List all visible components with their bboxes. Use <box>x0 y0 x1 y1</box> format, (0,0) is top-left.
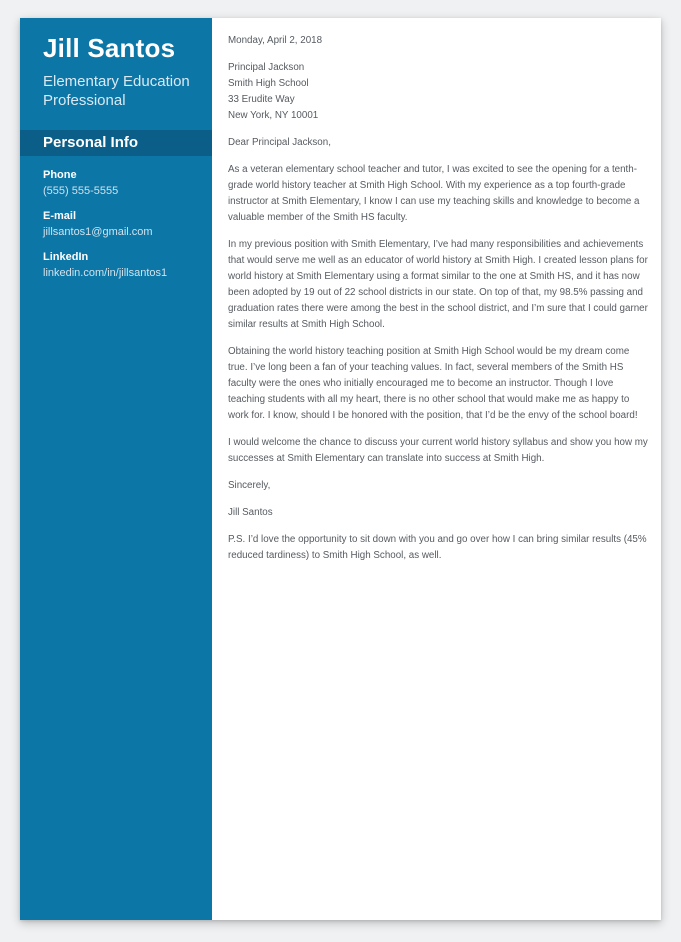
signature: Jill Santos <box>228 507 273 518</box>
contact-phone-value: (555) 555-5555 <box>43 185 119 197</box>
letter-paragraph-2: In my previous position with Smith Elementary, I’ve had many responsibilities and achievements that would serve me well as an educator of world history at Smith High. I created lesson plans for world history at Smith Elementary using a format similar to the one at Smith HS, and it has now been adopted by 19 out of 22 school districts in our state. On top of that, my 98.5% passing and graduation rates there were among the best in the school district, and I’m sure that I could garner similar results at Smith High School. <box>228 239 648 330</box>
postscript: P.S. I’d love the opportunity to sit down with you and go over how I can bring similar results (45% reduced tardiness) to Smith High School, as well. <box>228 534 647 561</box>
letter-date: Monday, April 2, 2018 <box>228 35 323 46</box>
letter-paragraph-3: Obtaining the world history teaching position at Smith High School would be my dream come true. I’ve long been a fan of your teaching values. In fact, several members of the Smith HS faculty were the ones who initially encouraged me to become an instructor. Though I love teaching students with all my heart, there is no other school that would make me as happy to work for. I know, should I be honored with the position, that I’d be the envy of the school board! <box>228 346 638 421</box>
contact-phone-label: Phone <box>43 169 77 181</box>
contact-linkedin-value: linkedin.com/in/jillsantos1 <box>43 267 168 279</box>
contact-linkedin <box>43 251 192 279</box>
recipient-name-line: Principal Jackson <box>228 62 305 73</box>
sidebar <box>20 18 212 920</box>
contact-phone <box>43 169 192 197</box>
applicant-name: Jill Santos <box>43 33 176 63</box>
recipient-address <box>228 60 648 124</box>
contact-email <box>43 210 192 238</box>
closing: Sincerely, <box>228 480 271 491</box>
personal-info-heading: Personal Info <box>20 130 212 156</box>
cover-letter-page <box>20 18 661 920</box>
recipient-street-line: 33 Erudite Way <box>228 94 295 105</box>
contact-email-label: E-mail <box>43 210 77 222</box>
letter-paragraph-1: As a veteran elementary school teacher and tutor, I was excited to see the opening for a tenth-grade world history teacher at Smith High School. With my experience as a top fourth-grade instructor at Smith Elementary, I know I can use my teaching skills and knowledge to become a valuable member of the Smith HS faculty. <box>228 164 640 223</box>
letter-body <box>212 18 661 920</box>
letter-paragraph-4: I would welcome the chance to discuss your current world history syllabus and show you how my successes at Smith Elementary can translate into success at Smith High. <box>228 437 648 464</box>
recipient-city-line: New York, NY 10001 <box>228 110 319 121</box>
contact-linkedin-label: LinkedIn <box>43 251 89 263</box>
applicant-job-title: Elementary Education Professional <box>43 73 190 109</box>
recipient-org-line: Smith High School <box>228 78 309 89</box>
contact-email-value: jillsantos1@gmail.com <box>43 226 153 238</box>
salutation: Dear Principal Jackson, <box>228 137 331 148</box>
